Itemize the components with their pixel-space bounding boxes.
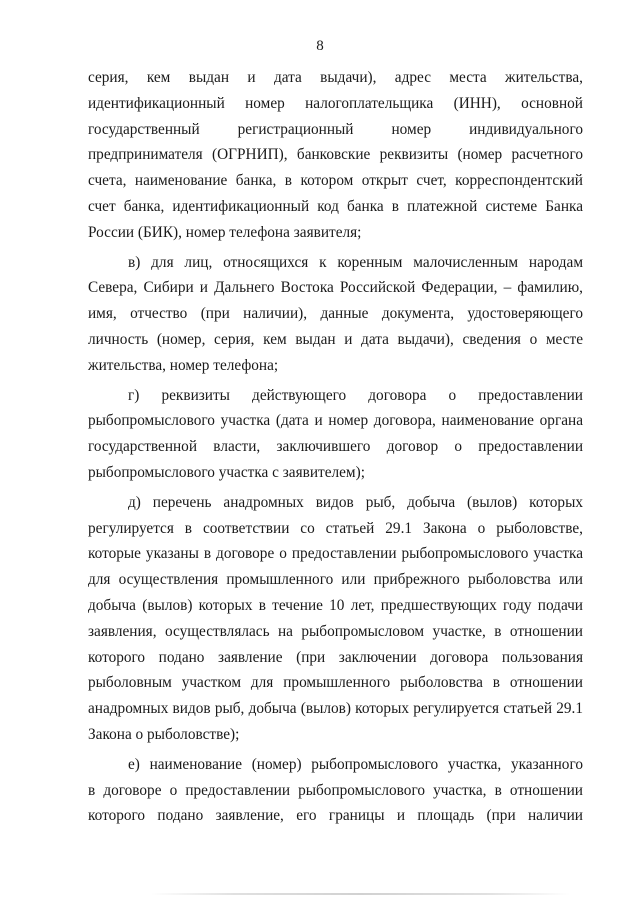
text-line: имя, отчество (при наличии), данные документа, удостоверяющего	[88, 305, 583, 323]
text-line: идентификационный номер налогоплательщика (ИНН), основной	[88, 94, 583, 112]
text-line: счета, наименование банка, в котором открыт счет, корреспондентский	[88, 172, 583, 190]
text-line: жительства, номер телефона;	[88, 356, 279, 374]
paragraph-item-e	[88, 752, 583, 829]
text-line: государственной власти, заключившего договор о предоставлении	[88, 438, 583, 456]
text-line: рыболовным участком для промышленного рыболовства в отношении	[88, 674, 583, 692]
text-line: анадромных видов рыб, добыча (вылов) которых регулируется статьей 29.1	[88, 700, 583, 718]
text-line: Севера, Сибири и Дальнего Востока Российской Федерации, – фамилию,	[88, 279, 583, 297]
text-line: Закона о рыболовстве);	[88, 725, 240, 743]
paragraph-continuation	[88, 65, 583, 246]
text-line: в) для лиц, относящихся к коренным малочисленным народам	[128, 253, 583, 271]
text-line: рыбопромыслового участка (дата и номер договора, наименование органа	[88, 412, 583, 430]
text-line: счет банка, идентификационный код банка в платежной системе Банка	[88, 197, 583, 215]
scan-artifact	[150, 893, 570, 895]
text-line: которого подано заявление (при заключении договора пользования	[88, 648, 583, 666]
text-line: е) наименование (номер) рыбопромыслового участка, указанного	[128, 755, 583, 773]
text-line: в договоре о предоставлении рыбопромыслового участка, в отношении	[88, 781, 583, 799]
text-line: добыча (вылов) которых в течение 10 лет, предшествующих году подачи	[88, 596, 583, 614]
text-line: для осуществления промышленного или прибрежного рыболовства или	[88, 571, 583, 589]
text-line: г) реквизиты действующего договора о предоставлении	[128, 386, 583, 404]
paragraph-item-d	[88, 490, 583, 748]
text-line: рыбопромыслового участка с заявителем);	[88, 463, 365, 481]
document-body	[88, 65, 583, 829]
text-line: личность (номер, серия, кем выдан и дата выдачи), сведения о месте	[88, 330, 583, 348]
text-line: серия, кем выдан и дата выдачи), адрес места жительства,	[88, 69, 583, 86]
text-line: регулируется в соответствии со статьей 29.1 Закона о рыболовстве,	[88, 519, 583, 537]
paragraph-item-g	[88, 383, 583, 486]
text-line: предпринимателя (ОГРНИП), банковские реквизиты (номер расчетного	[88, 146, 583, 164]
text-line: государственный регистрационный номер индивидуального	[88, 120, 583, 138]
text-line: заявления, осуществлялась на рыбопромысловом участке, в отношении	[88, 622, 583, 640]
text-line: которые указаны в договоре о предоставлении рыбопромыслового участка	[88, 545, 583, 563]
text-line: которого подано заявление, его границы и площадь (при наличии	[88, 807, 583, 825]
text-line: России (БИК), номер телефона заявителя;	[88, 223, 362, 241]
paragraph-item-v	[88, 250, 583, 379]
text-line: д) перечень анадромных видов рыб, добыча (вылов) которых	[128, 493, 583, 511]
page-number: 8	[316, 38, 324, 54]
